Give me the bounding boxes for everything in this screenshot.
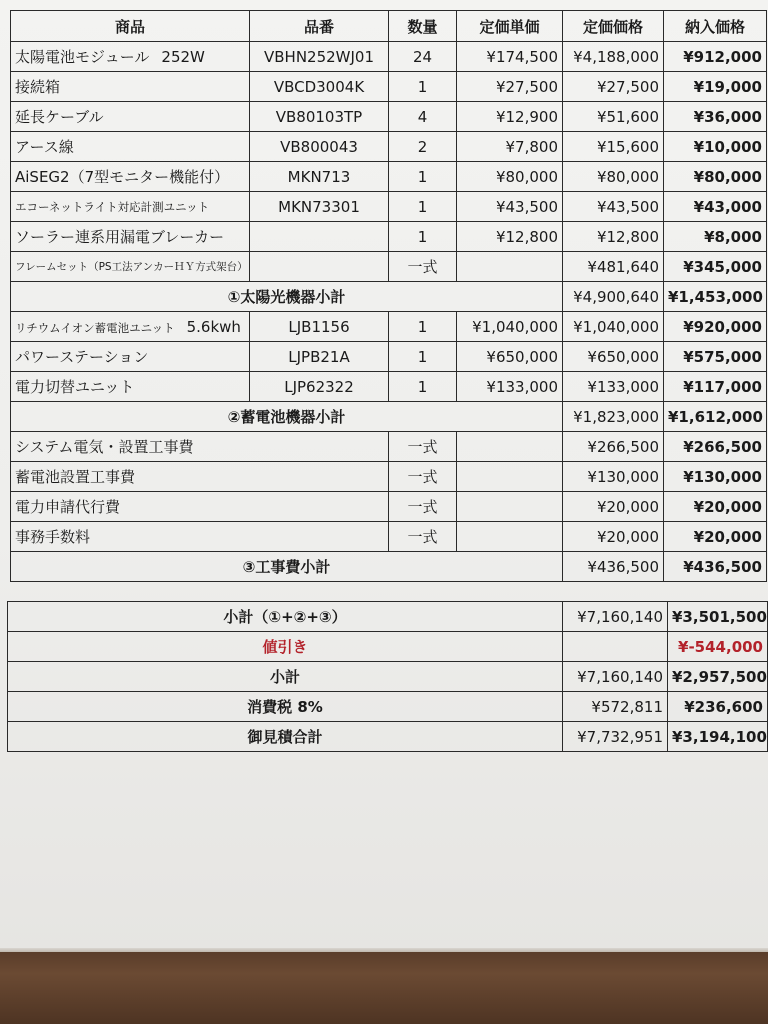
quantity: 一式 <box>389 432 457 462</box>
product-name: フレームセット（PS工法アンカーＨＹ方式架台） <box>11 252 250 282</box>
unit-price: ¥12,800 <box>457 222 563 252</box>
product-name: アース線 <box>11 132 250 162</box>
header-delivery-price: 納入価格 <box>664 11 767 42</box>
tax-label: 消費税 8% <box>8 692 563 722</box>
header-unit-price: 定価単価 <box>457 11 563 42</box>
subtotal-all-row <box>8 602 768 632</box>
grand-total-label: 御見積合計 <box>8 722 563 752</box>
subtotal-row-solar <box>11 282 767 312</box>
product-name: 接続箱 <box>11 72 250 102</box>
unit-price: ¥12,900 <box>457 102 563 132</box>
delivery-price: ¥117,000 <box>664 372 767 402</box>
list-price: ¥4,188,000 <box>563 42 664 72</box>
work-name: 電力申請代行費 <box>11 492 389 522</box>
quantity: 1 <box>389 222 457 252</box>
delivery-price: ¥8,000 <box>664 222 767 252</box>
subtotal-delivery-price: ¥436,500 <box>664 552 767 582</box>
tax-list: ¥572,811 <box>563 692 668 722</box>
unit-price: ¥27,500 <box>457 72 563 102</box>
quantity: 2 <box>389 132 457 162</box>
subtotal-list-price: ¥4,900,640 <box>563 282 664 312</box>
table-row <box>11 492 767 522</box>
product-code <box>250 222 389 252</box>
work-name: システム電気・設置工事費 <box>11 432 389 462</box>
product-name: 電力切替ユニット <box>11 372 250 402</box>
delivery-price: ¥20,000 <box>664 522 767 552</box>
unit-price: ¥43,500 <box>457 192 563 222</box>
product-code: VB800043 <box>250 132 389 162</box>
subtotal-label: ③工事費小計 <box>11 552 563 582</box>
grand-total-list: ¥7,732,951 <box>563 722 668 752</box>
grand-total-row <box>8 722 768 752</box>
product-code: VBCD3004K <box>250 72 389 102</box>
quantity: 一式 <box>389 462 457 492</box>
product-code <box>250 252 389 282</box>
table-row <box>11 372 767 402</box>
subtotal-row-work <box>11 552 767 582</box>
tax-delivery: ¥236,600 <box>668 692 768 722</box>
table-row <box>11 342 767 372</box>
work-name: 蓄電池設置工事費 <box>11 462 389 492</box>
subtotal-list-price: ¥1,823,000 <box>563 402 664 432</box>
quantity: 1 <box>389 372 457 402</box>
grand-total-delivery: ¥3,194,100 <box>668 722 768 752</box>
quantity: 一式 <box>389 522 457 552</box>
list-price: ¥481,640 <box>563 252 664 282</box>
list-price: ¥15,600 <box>563 132 664 162</box>
delivery-price: ¥10,000 <box>664 132 767 162</box>
delivery-price: ¥345,000 <box>664 252 767 282</box>
desk-surface <box>0 952 768 1024</box>
subtotal-all-delivery: ¥3,501,500 <box>668 602 768 632</box>
table-row <box>11 192 767 222</box>
unit-price: ¥133,000 <box>457 372 563 402</box>
product-name: AiSEG2（7型モニター機能付） <box>11 162 250 192</box>
product-code: VB80103TP <box>250 102 389 132</box>
list-price: ¥266,500 <box>563 432 664 462</box>
subtotal-delivery-price: ¥1,453,000 <box>664 282 767 312</box>
header-list-price: 定価価格 <box>563 11 664 42</box>
product-code: LJP62322 <box>250 372 389 402</box>
quantity: 一式 <box>389 492 457 522</box>
estimate-table <box>10 10 767 582</box>
quantity: 1 <box>389 312 457 342</box>
list-price: ¥20,000 <box>563 492 664 522</box>
product-code: MKN713 <box>250 162 389 192</box>
discount-list-empty <box>563 632 668 662</box>
list-price: ¥130,000 <box>563 462 664 492</box>
product-code: VBHN252WJ01 <box>250 42 389 72</box>
tax-row <box>8 692 768 722</box>
delivery-price: ¥43,000 <box>664 192 767 222</box>
unit-price: ¥7,800 <box>457 132 563 162</box>
work-name: 事務手数料 <box>11 522 389 552</box>
delivery-price: ¥912,000 <box>664 42 767 72</box>
product-code: LJPB21A <box>250 342 389 372</box>
delivery-price: ¥80,000 <box>664 162 767 192</box>
product-name: エコーネットライト対応計測ユニット <box>11 192 250 222</box>
list-price: ¥27,500 <box>563 72 664 102</box>
header-product: 商品 <box>11 11 250 42</box>
product-code: LJB1156 <box>250 312 389 342</box>
list-price: ¥650,000 <box>563 342 664 372</box>
unit-price-empty <box>457 522 563 552</box>
header-row <box>11 11 767 42</box>
unit-price: ¥174,500 <box>457 42 563 72</box>
list-price: ¥43,500 <box>563 192 664 222</box>
unit-price-empty <box>457 492 563 522</box>
quantity: 1 <box>389 192 457 222</box>
unit-price-empty <box>457 462 563 492</box>
product-code: MKN73301 <box>250 192 389 222</box>
discount-amount: ¥-544,000 <box>668 632 768 662</box>
subtotal-all-list: ¥7,160,140 <box>563 602 668 632</box>
table-row <box>11 432 767 462</box>
unit-price: ¥80,000 <box>457 162 563 192</box>
table-row <box>11 42 767 72</box>
delivery-price: ¥130,000 <box>664 462 767 492</box>
product-name: パワーステーション <box>11 342 250 372</box>
totals-table <box>7 601 768 752</box>
discount-label: 値引き <box>8 632 563 662</box>
subtotal-all-label: 小計（①+②+③） <box>8 602 563 632</box>
subtotal-after-label: 小計 <box>8 662 563 692</box>
subtotal-delivery-price: ¥1,612,000 <box>664 402 767 432</box>
table-row <box>11 132 767 162</box>
quantity: 1 <box>389 162 457 192</box>
delivery-price: ¥920,000 <box>664 312 767 342</box>
delivery-price: ¥575,000 <box>664 342 767 372</box>
subtotal-after-discount-row <box>8 662 768 692</box>
discount-row <box>8 632 768 662</box>
unit-price: ¥1,040,000 <box>457 312 563 342</box>
header-qty: 数量 <box>389 11 457 42</box>
product-spec: 252W <box>161 48 205 66</box>
delivery-price: ¥36,000 <box>664 102 767 132</box>
quantity: 4 <box>389 102 457 132</box>
header-code: 品番 <box>250 11 389 42</box>
table-row <box>11 522 767 552</box>
unit-price <box>457 252 563 282</box>
subtotal-row-battery <box>11 402 767 432</box>
list-price: ¥1,040,000 <box>563 312 664 342</box>
table-row <box>11 162 767 192</box>
table-row <box>11 252 767 282</box>
list-price: ¥51,600 <box>563 102 664 132</box>
list-price: ¥80,000 <box>563 162 664 192</box>
product-name: リチウムイオン蓄電池ユニット 5.6kwh <box>11 312 250 342</box>
table-row <box>11 102 767 132</box>
product-name: 延長ケーブル <box>11 102 250 132</box>
subtotal-after-list: ¥7,160,140 <box>563 662 668 692</box>
quantity: 1 <box>389 72 457 102</box>
table-row <box>11 72 767 102</box>
list-price: ¥12,800 <box>563 222 664 252</box>
subtotal-list-price: ¥436,500 <box>563 552 664 582</box>
list-price: ¥133,000 <box>563 372 664 402</box>
product-name: 太陽電池モジュール 252W <box>11 42 250 72</box>
table-row <box>11 462 767 492</box>
list-price: ¥20,000 <box>563 522 664 552</box>
subtotal-label: ②蓄電池機器小計 <box>11 402 563 432</box>
table-row <box>11 312 767 342</box>
quantity: 一式 <box>389 252 457 282</box>
product-spec: 5.6kwh <box>186 317 241 336</box>
delivery-price: ¥20,000 <box>664 492 767 522</box>
quantity: 1 <box>389 342 457 372</box>
unit-price: ¥650,000 <box>457 342 563 372</box>
subtotal-label: ①太陽光機器小計 <box>11 282 563 312</box>
subtotal-after-delivery: ¥2,957,500 <box>668 662 768 692</box>
quantity: 24 <box>389 42 457 72</box>
unit-price-empty <box>457 432 563 462</box>
product-name: ソーラー連系用漏電ブレーカー <box>11 222 250 252</box>
delivery-price: ¥266,500 <box>664 432 767 462</box>
table-row <box>11 222 767 252</box>
delivery-price: ¥19,000 <box>664 72 767 102</box>
